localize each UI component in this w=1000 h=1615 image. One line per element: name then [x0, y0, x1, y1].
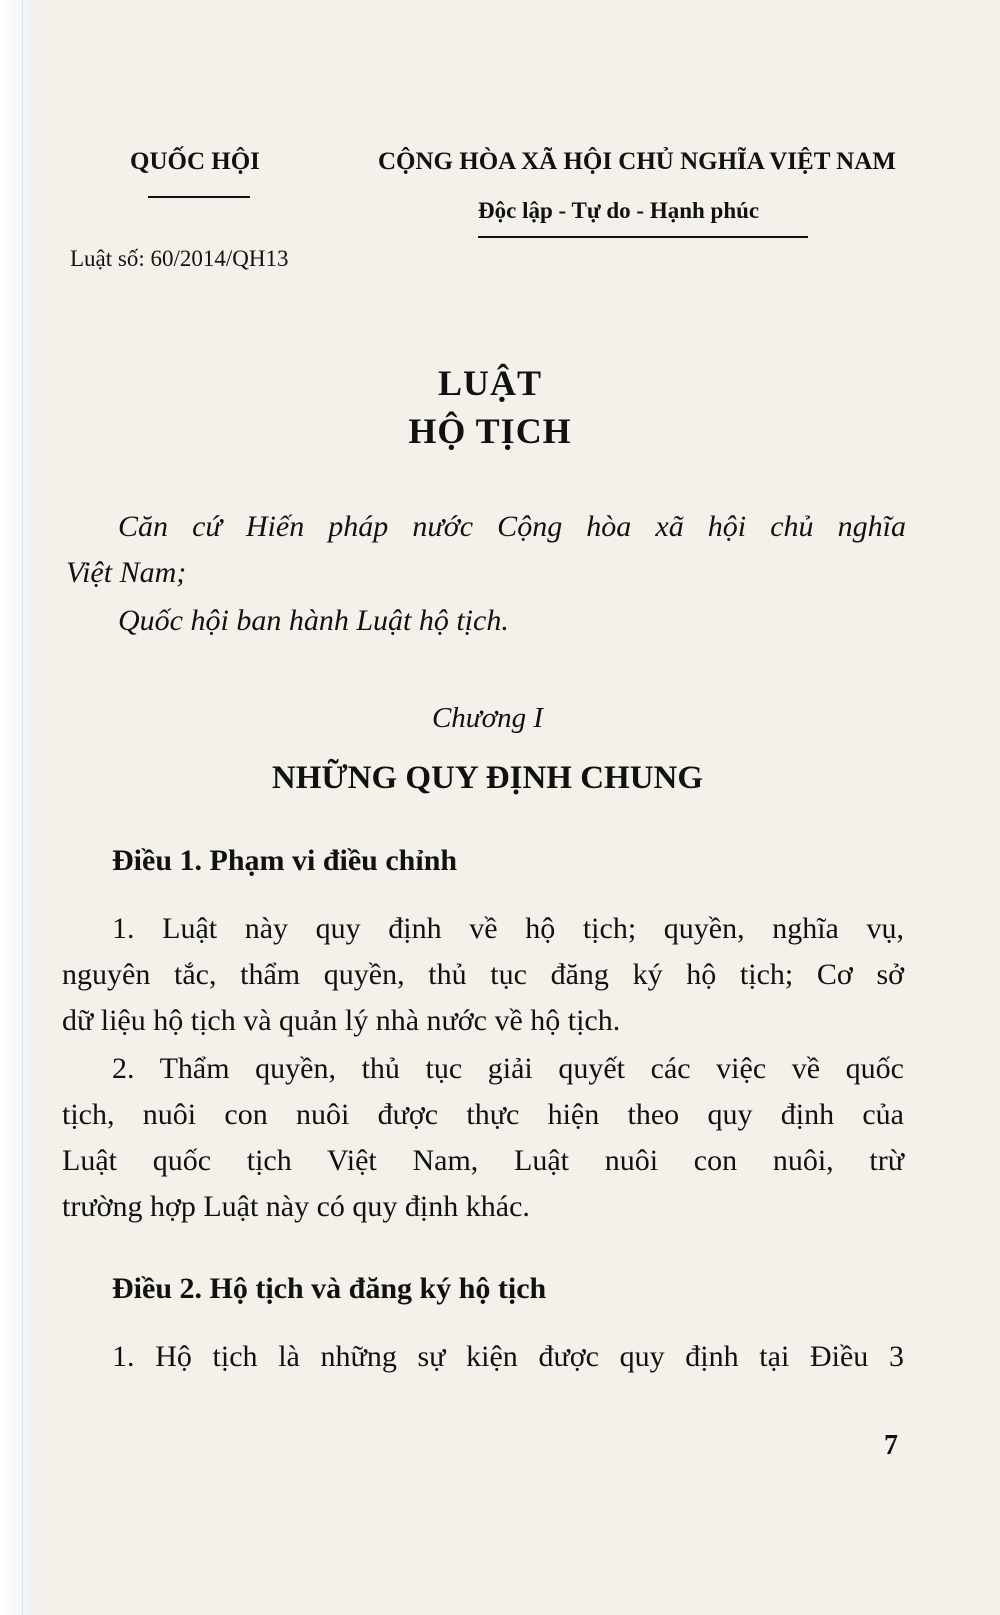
article-2-heading: Điều 2. Hộ tịch và đăng ký hộ tịch — [112, 1272, 547, 1305]
binding-shadow — [0, 0, 34, 1615]
national-motto: Độc lập - Tự do - Hạnh phúc — [478, 198, 760, 223]
preamble-line-1: Căn cứ Hiến pháp nước Cộng hòa xã hội chủ nghĩa — [118, 510, 906, 543]
national-title: CỘNG HÒA XÃ HỘI CHỦ NGHĨA VIỆT NAM — [378, 148, 896, 175]
article-1-para-1-line-3: dữ liệu hộ tịch và quản lý nhà nước về hộ tịch. — [62, 1004, 621, 1037]
chapter-title: NHỮNG QUY ĐỊNH CHUNG — [271, 760, 704, 796]
page-number: 7 — [884, 1430, 898, 1461]
article-1-heading: Điều 1. Phạm vi điều chỉnh — [112, 844, 458, 877]
article-1-para-1-line-1: 1. Luật này quy định về hộ tịch; quyền, nghĩa vụ, — [112, 912, 904, 945]
document-title-line2: HỘ TỊCH — [408, 411, 572, 451]
article-1-para-2-line-4: trường hợp Luật này có quy định khác. — [62, 1190, 530, 1223]
preamble-line-2: Việt Nam; — [66, 556, 187, 589]
chapter-label: Chương I — [431, 702, 544, 734]
issuing-organization: QUỐC HỘI — [130, 148, 260, 175]
article-1-para-2-line-3: Luật quốc tịch Việt Nam, Luật nuôi con nuôi, trừ — [62, 1144, 904, 1177]
organization-underline — [148, 196, 250, 198]
article-1-para-2-line-2: tịch, nuôi con nuôi được thực hiện theo quy định của — [62, 1098, 904, 1131]
article-1-para-1-line-2: nguyên tắc, thẩm quyền, thủ tục đăng ký hộ tịch; Cơ sở — [62, 958, 904, 991]
motto-underline — [478, 236, 808, 238]
article-2-para-1-line-1: 1. Hộ tịch là những sự kiện được quy định tại Điều 3 — [112, 1340, 904, 1373]
document-title-line1: LUẬT — [437, 363, 543, 403]
law-number: Luật số: 60/2014/QH13 — [70, 246, 289, 271]
preamble-line-3: Quốc hội ban hành Luật hộ tịch. — [118, 604, 509, 637]
article-1-para-2-line-1: 2. Thẩm quyền, thủ tục giải quyết các việc về quốc — [112, 1052, 904, 1085]
binding-edge — [22, 0, 23, 1615]
